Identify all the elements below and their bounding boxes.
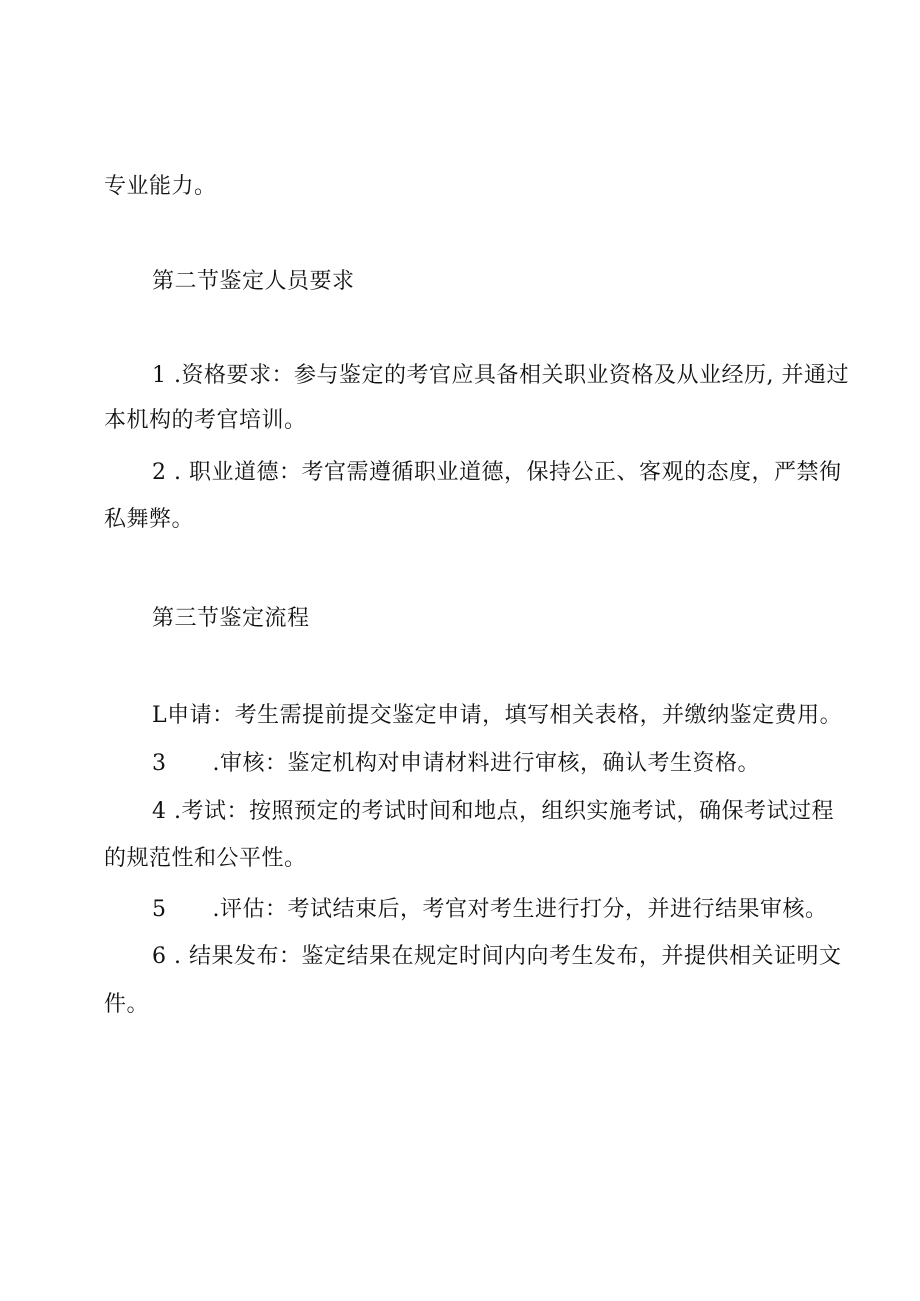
item-publish-line2: 件。 [104,992,150,1017]
item-ethics-line1: 2 . 职业道德：考官需遵循职业道德，保持公正、客观的态度，严禁徇 [152,460,842,485]
item-review-number: 3 [152,751,167,776]
section-heading-2: 第二节鉴定人员要求 [152,269,355,294]
item-review [152,749,760,779]
section-heading-3: 第三节鉴定流程 [152,606,310,631]
continuation-text: 专业能力。 [104,174,217,199]
item-ethics-line2: 私舞弊。 [104,507,195,532]
item-qualification-line2: 本机构的考官培训。 [104,408,307,433]
item-publish-line1: 6 . 结果发布：鉴定结果在规定时间内向考生发布，并提供相关证明文 [152,944,842,969]
item-review-text: .审核：鉴定机构对申请材料进行审核，确认考生资格。 [212,751,760,776]
item-exam-line1: 4 .考试：按照预定的考试时间和地点，组织实施考试，确保考试过程 [152,799,834,824]
item-application: L申请：考生需提前提交鉴定申请，填写相关表格，并缴纳鉴定费用。 [152,703,843,728]
item-evaluation [152,895,828,925]
item-qualification-line1: 1 .资格要求：参与鉴定的考官应具备相关职业资格及从业经历, 并通过 [152,363,849,388]
item-exam-line2: 的规范性和公平性。 [104,846,307,871]
item-evaluation-number: 5 [152,897,167,922]
item-evaluation-text: .评估：考试结束后，考官对考生进行打分，并进行结果审核。 [212,897,828,922]
